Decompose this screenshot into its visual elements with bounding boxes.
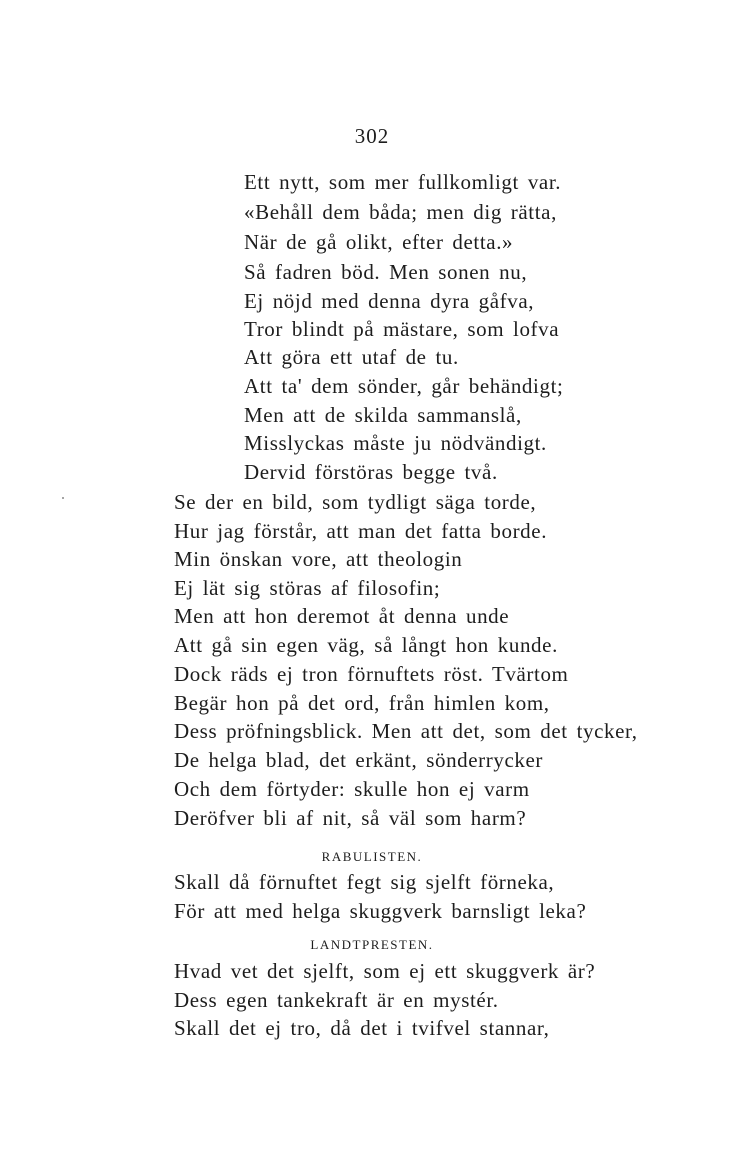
verse-line: Ej lät sig störas af filosofin; xyxy=(174,576,441,600)
page-number: 302 xyxy=(354,124,390,148)
verse-line: Dess egen tankekraft är en mystér. xyxy=(174,988,499,1012)
verse-line: Skall det ej tro, då det i tvifvel stannar, xyxy=(174,1016,550,1040)
verse-line: Dervid förstöras begge två. xyxy=(244,460,498,484)
verse-line: Dock räds ej tron förnuftets röst. Tvärtom xyxy=(174,662,569,686)
speaker-name: LANDTPRESTEN. xyxy=(310,937,434,952)
verse-line: Skall då förnuftet fegt sig sjelft förneka, xyxy=(174,870,555,894)
verse-line: Ett nytt, som mer fullkomligt var. xyxy=(244,170,562,194)
verse-line: Se der en bild, som tydligt säga torde, xyxy=(174,490,537,514)
verse-line: Ej nöjd med denna dyra gåfva, xyxy=(244,289,535,313)
verse-line: Att gå sin egen väg, så långt hon kunde. xyxy=(174,633,558,657)
verse-line: Min önskan vore, att theologin xyxy=(174,547,463,571)
verse-line: När de gå olikt, efter detta.» xyxy=(244,230,514,254)
verse-line: Misslyckas måste ju nödvändigt. xyxy=(244,431,547,455)
verse-line: Och dem förtyder: skulle hon ej varm xyxy=(174,777,530,801)
verse-line: Hvad vet det sjelft, som ej ett skuggverk är? xyxy=(174,959,596,983)
verse-line: «Behåll dem båda; men dig rätta, xyxy=(244,200,557,224)
verse-line: För att med helga skuggverk barnsligt leka? xyxy=(174,899,587,923)
verse-line: Att göra ett utaf de tu. xyxy=(244,345,459,369)
verse-line: Men att de skilda sammanslå, xyxy=(244,403,522,427)
verse-line: Begär hon på det ord, från himlen kom, xyxy=(174,691,550,715)
verse-line: Att ta' dem sönder, går behändigt; xyxy=(244,374,564,398)
verse-line: Så fadren böd. Men sonen nu, xyxy=(244,260,528,284)
verse-line: Men att hon deremot åt denna unde xyxy=(174,604,510,628)
verse-line: De helga blad, det erkänt, sönderrycker xyxy=(174,748,544,772)
speaker-name: RABULISTEN. xyxy=(321,849,423,864)
ink-speck xyxy=(62,497,64,499)
verse-line: Tror blindt på mästare, som lofva xyxy=(244,317,560,341)
verse-line: Deröfver bli af nit, så väl som harm? xyxy=(174,806,527,830)
verse-line: Hur jag förstår, att man det fatta borde. xyxy=(174,519,548,543)
verse-line: Dess pröfningsblick. Men att det, som det tycker, xyxy=(174,719,638,743)
